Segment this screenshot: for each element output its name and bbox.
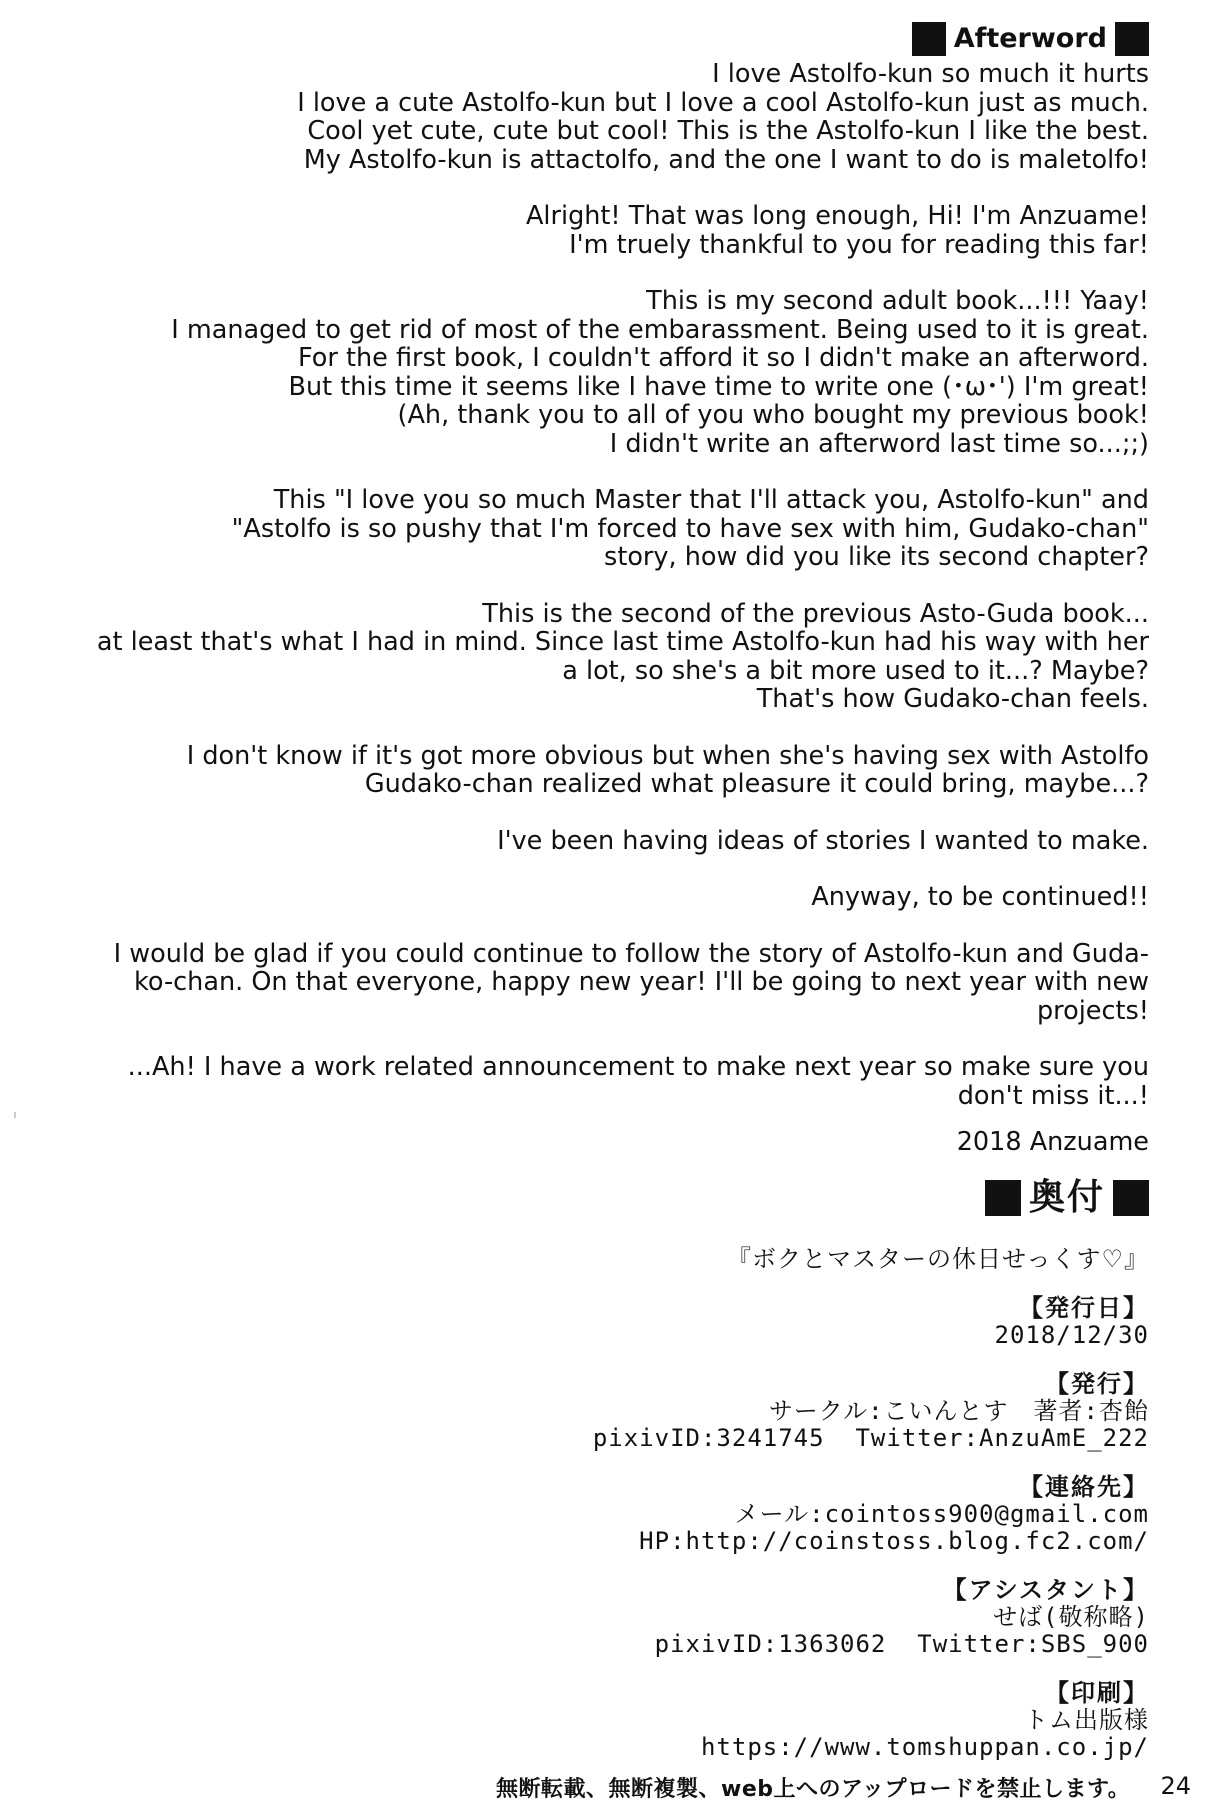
section-label: 【印刷】 [1045, 1679, 1149, 1707]
afterword-heading [39, 22, 1149, 56]
section-value: pixivID:3241745 Twitter:AnzuAmE_222 [592, 1424, 1149, 1452]
colophon-publisher [39, 1371, 1149, 1452]
colophon-publish-date [39, 1295, 1149, 1349]
section-label: 【発行】 [1045, 1370, 1149, 1398]
section-value: pixivID:1363062 Twitter:SBS_900 [654, 1630, 1149, 1658]
afterword-section [39, 22, 1149, 1157]
afterword-paragraph: I would be glad if you could continue to follow the story of Astolfo-kun and Guda- ko-chan. On that everyone, happy new year! I'll be going to next year with new projects! [113, 938, 1149, 1026]
contact-homepage: HP:http://coinstoss.blog.fc2.com/ [639, 1527, 1149, 1555]
afterword-paragraph: This is my second adult book...!!! Yaay! I managed to get rid of most of the embarassment. Being used to it is great. For the first book, I couldn't afford it so I didn't make an afterword. But this time it seems like I have time to write one (･ω･') I'm great! (Ah, thank you to all of you who bought my previous book! I didn't write an afterword last time so...;;) [171, 286, 1149, 459]
afterword-paragraph: This "I love you so much Master that I'll attack you, Astolfo-kun" and "Astolfo is so pushy that I'm forced to have sex with him, Gudako-chan" story, how did you like its second chapter? [231, 485, 1149, 572]
afterword-heading-text: Afterword [953, 23, 1107, 54]
section-label: 【アシスタント】 [942, 1576, 1149, 1604]
book-title: 『ボクとマスターの休日せっくす♡』 [726, 1245, 1149, 1273]
section-label: 【連絡先】 [1019, 1473, 1149, 1501]
afterword-paragraph: I've been having ideas of stories I wanted to make. [497, 825, 1149, 856]
afterword-signature: 2018 Anzuame [956, 1127, 1149, 1157]
section-value: サークル:こいんとす 著者:杏飴 [768, 1397, 1149, 1425]
section-value: トム出版様 [1024, 1706, 1149, 1734]
colophon-section [39, 1177, 1149, 1783]
colophon-body [39, 1246, 1149, 1761]
colophon-assistant [39, 1577, 1149, 1658]
black-square-icon [912, 22, 946, 56]
page-edge-mark [14, 1112, 16, 1118]
black-square-icon [985, 1180, 1021, 1216]
afterword-body [39, 60, 1149, 1157]
afterword-paragraph: I don't know if it's got more obvious but when she's having sex with Astolfo Gudako-chan realized what pleasure it could bring, maybe...? [186, 740, 1149, 799]
section-value: せば(敬称略) [993, 1603, 1149, 1631]
printer-url: https://www.tomshuppan.co.jp/ [700, 1733, 1149, 1761]
section-label: 【発行日】 [1019, 1294, 1149, 1322]
colophon-printer [39, 1680, 1149, 1761]
afterword-paragraph: This is the second of the previous Asto-Guda book... at least that's what I had in mind. Since last time Astolfo-kun had his way with her a lot, so she's a bit more used to it...? Maybe? That's how Gudako-chan feels. [96, 598, 1149, 714]
colophon-heading-text: 奥付 [1028, 1177, 1105, 1218]
section-value: 2018/12/30 [994, 1321, 1149, 1349]
colophon-contact [39, 1474, 1149, 1555]
page-number: 24 [1160, 1772, 1191, 1800]
black-square-icon [1115, 22, 1149, 56]
contact-email: メール:cointoss900@gmail.com [734, 1500, 1149, 1528]
copyright-notice: 無断転載、無断複製、web上へのアップロードを禁止します。 [496, 1777, 1131, 1802]
black-square-icon [1113, 1180, 1149, 1216]
afterword-paragraph: ...Ah! I have a work related announcement to make next year so make sure you don't miss it...! [127, 1052, 1149, 1111]
afterword-paragraph: Anyway, to be continued!! [811, 882, 1149, 912]
afterword-paragraph: Alright! That was long enough, Hi! I'm Anzuame! I'm truely thankful to you for reading this far! [525, 201, 1149, 260]
afterword-paragraph: I love Astolfo-kun so much it hurts I love a cute Astolfo-kun but I love a cool Astolfo-kun just as much. Cool yet cute, cute but cool! This is the Astolfo-kun I like the best. My Astolfo-kun is attactolfo, and the one I want to do is maletolfo! [297, 59, 1149, 175]
colophon-heading [39, 1177, 1149, 1218]
